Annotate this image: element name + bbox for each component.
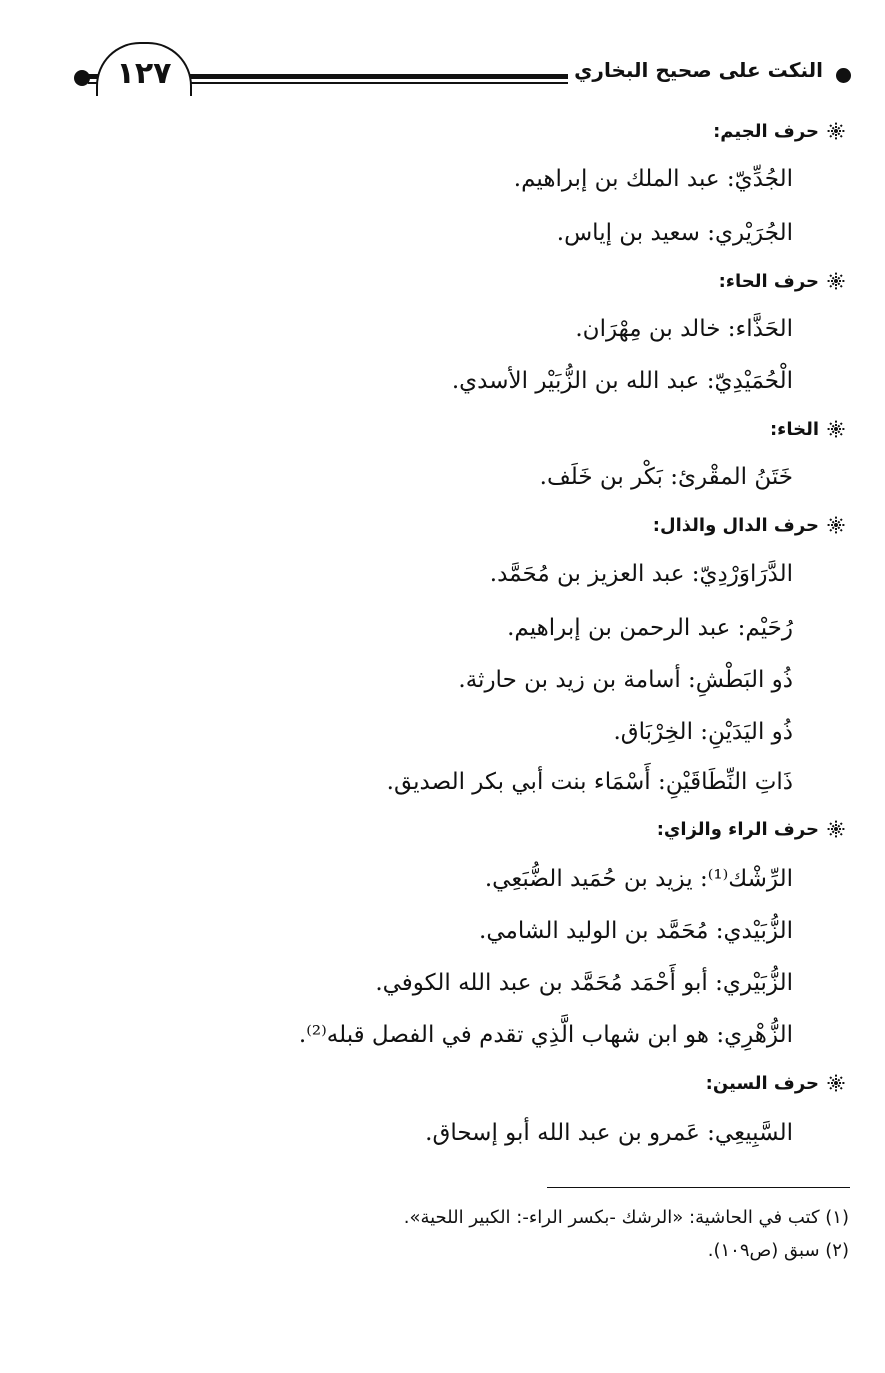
entry-line: الزُّبَيْري: أبو أَحْمَد مُحَمَّد بن عبد الله الكوفي. [375,970,793,996]
ornament-star-icon [825,270,847,292]
entry-line: الْحُمَيْدِيّ: عبد الله بن الزُّبَيْر الأسدي. [451,368,793,394]
ornament-star-icon [825,418,847,440]
entry-line: ذَاتِ النِّطَاقَيْنِ: أَسْمَاء بنت أبي بكر الصديق. [386,769,793,795]
section-heading [719,270,847,292]
section-heading [706,1072,847,1094]
ornament-star-icon [825,514,847,536]
entry-line: ذُو البَطْشِ: أسامة بن زيد بن حارثة. [458,667,793,693]
entry-line: السَّبِيعِي: عَمرو بن عبد الله أبو إسحاق. [425,1120,793,1146]
section-heading-text: حرف الجيم: [713,120,819,142]
entry-line: ذُو اليَدَيْنِ: الخِرْبَاق. [613,719,793,745]
footnote: (١) كتب في الحاشية: «الرشك -بكسر الراء-: الكبير اللحية». [403,1207,849,1228]
section-heading-text: حرف السين: [705,1072,819,1094]
entry-line: رُحَيْم: عبد الرحمن بن إبراهيم. [507,615,793,641]
entry-line: الزُّهْرِي: هو ابن شهاب الَّذِي تقدم في الفصل قبله⁽²⁾. [298,1022,793,1048]
header-right-dot [836,68,851,83]
entry-line: الدَّرَاوَرْدِيّ: عبد العزيز بن مُحَمَّد. [489,561,793,587]
entry-line: الجُرَيْري: سعيد بن إياس. [556,220,793,246]
footnote-separator [547,1187,850,1188]
section-heading-text: حرف الراء والزاي: [656,818,819,840]
footnote: (٢) سبق (ص١٠٩). [707,1240,849,1261]
ornament-star-icon [825,818,847,840]
page-number: ١٢٧ [116,55,172,91]
entry-line: الجُدِّيّ: عبد الملك بن إبراهيم. [513,166,793,192]
entry-line: الزُّبَيْدي: مُحَمَّد بن الوليد الشامي. [479,918,793,944]
section-heading [657,818,847,840]
section-heading [713,120,847,142]
section-heading [770,418,847,440]
section-heading-text: حرف الدال والذال: [652,514,819,536]
running-title: النكت على صحيح البخاري [574,58,823,82]
ornament-star-icon [825,120,847,142]
ornament-star-icon [825,1072,847,1094]
section-heading [653,514,847,536]
section-heading-text: الخاء: [769,418,819,440]
entry-line: الحَذَّاء: خالد بن مِهْرَان. [575,316,793,342]
entry-line: خَتَنُ المقْرئ: بَكْر بن خَلَف. [539,464,793,490]
entry-line: الرِّشْك⁽¹⁾: يزيد بن حُمَيد الضُّبَعِي. [484,866,793,892]
page-header [0,0,885,110]
section-heading-text: حرف الحاء: [718,270,819,292]
page-number-frame [96,42,192,96]
